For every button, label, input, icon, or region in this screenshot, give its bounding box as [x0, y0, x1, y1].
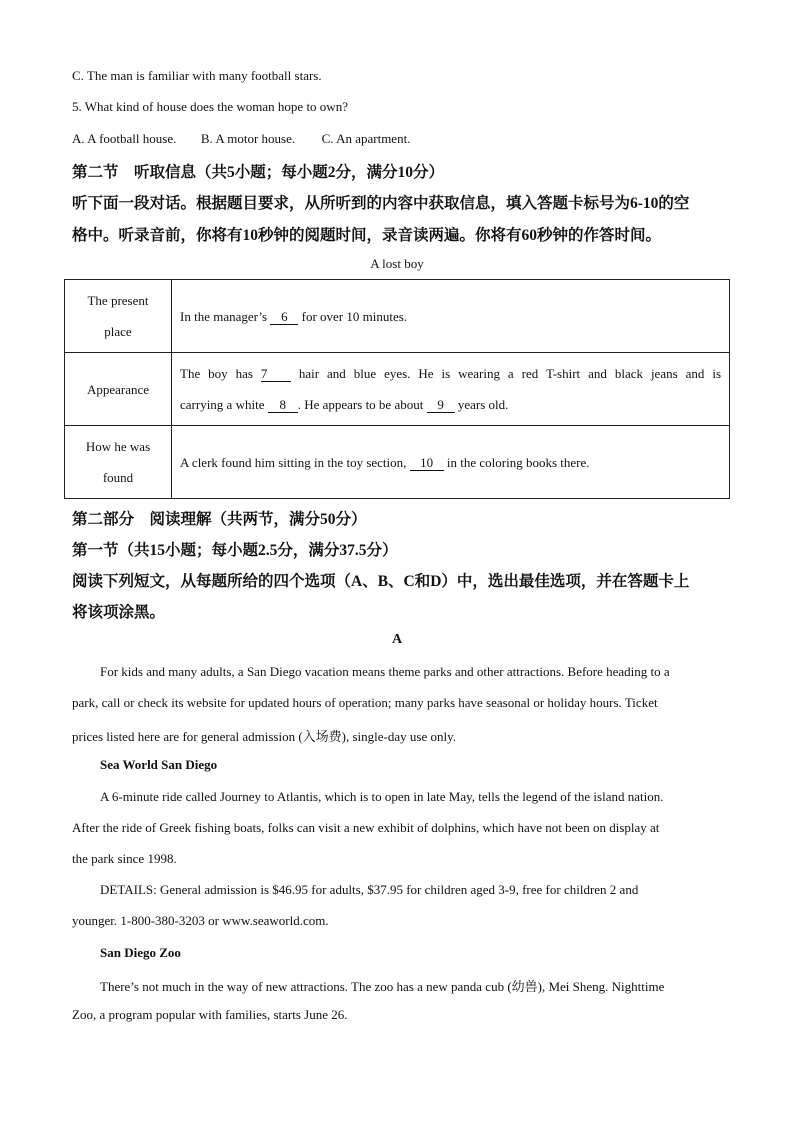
q5-question: 5. What kind of house does the woman hope to own?: [72, 99, 348, 114]
table-title: A lost boy: [370, 256, 424, 271]
answer-blank-9[interactable]: 9: [427, 398, 455, 413]
section2-instruction-line2: 格中。听录音前，你将有10秒钟的阅题时间，录音读两遍。你将有60秒钟的作答时间。: [72, 227, 662, 244]
answer-blank-7[interactable]: 7: [261, 367, 291, 382]
passage-p1-line2: park, call or check its website for updated hours of operation; many parks have seasonal or holiday hours. Ticket: [72, 695, 658, 710]
row-content-appearance: The boy has 7 hair and blue eyes. He is wearing a red T-shirt and black jeans and is carrying a white 8 . He appears to be about 9 years old.: [172, 353, 730, 426]
passage-p2-line3: the park since 1998.: [72, 851, 177, 866]
q4-option-c: C. The man is familiar with many football stars.: [72, 68, 322, 83]
q5-option-a: A. A football house.: [72, 131, 177, 146]
lost-boy-table: [64, 279, 730, 499]
row-label-how-found: How he was found: [65, 426, 172, 499]
passage-p2-line2: After the ride of Greek fishing boats, folks can visit a new exhibit of dolphins, which have not been on display at: [72, 820, 660, 835]
row-content-present-place: In the manager’s 6 for over 10 minutes.: [172, 280, 730, 353]
answer-blank-6[interactable]: 6: [270, 310, 298, 325]
heading-sea-world: Sea World San Diego: [100, 757, 218, 772]
answer-blank-10[interactable]: 10: [410, 456, 444, 471]
section2-heading: 第二节 听取信息（共5小题；每小题2分，满分10分）: [72, 164, 445, 181]
row-label-present-place: The present place: [65, 280, 172, 353]
q5-options: [72, 131, 410, 147]
reading-instruction-line2: 将该项涂黑。: [72, 604, 166, 621]
reading-section1-heading: 第一节（共15小题；每小题2.5分，满分37.5分）: [72, 542, 398, 559]
q5-option-c: C. An apartment.: [321, 131, 411, 146]
row-content-how-found: A clerk found him sitting in the toy section, 10 in the coloring books there.: [172, 426, 730, 499]
passage-p1-line3: prices listed here are for general admission (入场费), single-day use only.: [72, 729, 456, 744]
heading-san-diego-zoo: San Diego Zoo: [100, 945, 181, 960]
table-row: [65, 353, 730, 426]
table-row: [65, 280, 730, 353]
passage-p4-line1: There’s not much in the way of new attractions. The zoo has a new panda cub (幼兽), Mei Sheng. Nighttime: [100, 979, 665, 994]
passage-letter: A: [391, 632, 403, 647]
passage-p4-line2: Zoo, a program popular with families, starts June 26.: [72, 1007, 348, 1022]
table-row: [65, 426, 730, 499]
section2-instruction-line1: 听下面一段对话。根据题目要求，从所听到的内容中获取信息，填入答题卡标号为6-10的空: [72, 195, 690, 212]
passage-p3-line1: DETAILS: General admission is $46.95 for adults, $37.95 for children aged 3-9, free for children 2 and: [100, 882, 639, 897]
passage-p1-line1: For kids and many adults, a San Diego vacation means theme parks and other attractions. Before heading to a: [100, 664, 670, 679]
answer-blank-8[interactable]: 8: [268, 398, 298, 413]
row-label-appearance: Appearance: [65, 353, 172, 426]
passage-p2-line1: A 6-minute ride called Journey to Atlantis, which is to open in late May, tells the legend of the island nation.: [100, 789, 664, 804]
passage-p3-line2: younger. 1-800-380-3203 or www.seaworld.com.: [72, 913, 329, 928]
part2-heading: 第二部分 阅读理解（共两节，满分50分）: [72, 511, 367, 528]
reading-instruction-line1: 阅读下列短文，从每题所给的四个选项（A、B、C和D）中，选出最佳选项，并在答题卡上: [72, 573, 690, 590]
q5-option-b: B. A motor house.: [200, 131, 296, 146]
